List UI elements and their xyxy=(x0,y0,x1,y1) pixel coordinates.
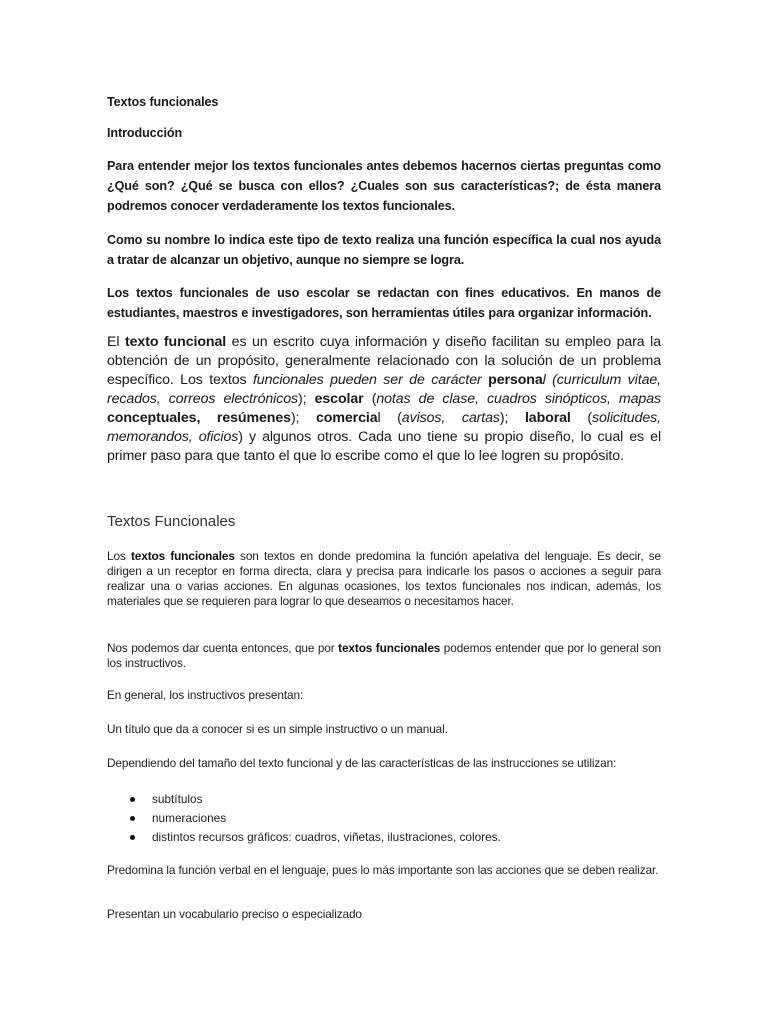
list-item: distintos recursos gráficos: cuadros, viñetas, ilustraciones, colores. xyxy=(107,828,661,847)
section-paragraph-5: Dependiendo del tamaño del texto funcional y de las características de las instrucciones se utilizan: xyxy=(107,756,617,770)
section-paragraph-1: Los textos funcionales son textos en donde predomina la función apelativa del lenguaje. Es decir, se dirigen a un receptor en forma directa, clara y precisa para indicarle los pasos o acciones a seguir para realizar una o varias acciones. En algunas ocasiones, los textos funcionales nos indican, además, los materiales que se requieren para lograr lo que deseamos o necesitamos hacer. xyxy=(107,549,662,608)
intro-paragraph-1: Para entender mejor los textos funcionales antes debemos hacernos ciertas preguntas como ¿Qué son? ¿Qué se busca con ellos? ¿Cuales son sus características?; de ésta manera podremos conocer verdaderamente los textos funcionales. xyxy=(107,159,661,213)
definition-paragraph: El texto funcional es un escrito cuya información y diseño facilitan su empleo para la obtención de un propósito, generalmente relacionado con la solución de un problema específico. Los textos funcionales pueden ser de carácter personal (curriculum vitae, recados, correos electrónicos); escolar (notas de clase, cuadros sinópticos, mapas conceptuales, resúmenes); comercial (avisos, cartas); laboral (solicitudes, memorandos, oficios) y algunos otros. Cada uno tiene su propio diseño, lo cual es el primer paso para que tanto el que lo escribe como el que lo lee logren su propósito. xyxy=(107,334,661,464)
document-title: Textos funcionales xyxy=(107,95,219,109)
intro-paragraph-2: Como su nombre lo indica este tipo de texto realiza una función específica la cual nos ayuda a tratar de alcanzar un objetivo, aunque no siempre se logra. xyxy=(107,233,661,267)
list-item: subtítulos xyxy=(107,790,661,809)
list-item: numeraciones xyxy=(107,809,661,828)
section-paragraph-2: Nos podemos dar cuenta entonces, que por textos funcionales podemos entender que por lo general son los instructivos. xyxy=(107,641,661,670)
bullet-icon xyxy=(130,797,135,802)
bullet-list xyxy=(107,790,661,847)
bullet-icon xyxy=(130,835,135,840)
intro-paragraph-3: Los textos funcionales de uso escolar se redactan con fines educativos. En manos de estudiantes, maestros e investigadores, son herramientas útiles para organizar información. xyxy=(107,286,661,320)
intro-heading: Introducción xyxy=(107,126,183,140)
section-paragraph-6: Predomina la función verbal en el lenguaje, pues lo más importante son las acciones que se deben realizar. xyxy=(107,863,659,877)
section-paragraph-7: Presentan un vocabulario preciso o especializado xyxy=(107,907,362,921)
bullet-icon xyxy=(130,816,135,821)
section-paragraph-3: En general, los instructivos presentan: xyxy=(107,688,304,702)
section-heading: Textos Funcionales xyxy=(107,513,236,530)
section-paragraph-4: Un título que da a conocer si es un simple instructivo o un manual. xyxy=(107,722,448,736)
